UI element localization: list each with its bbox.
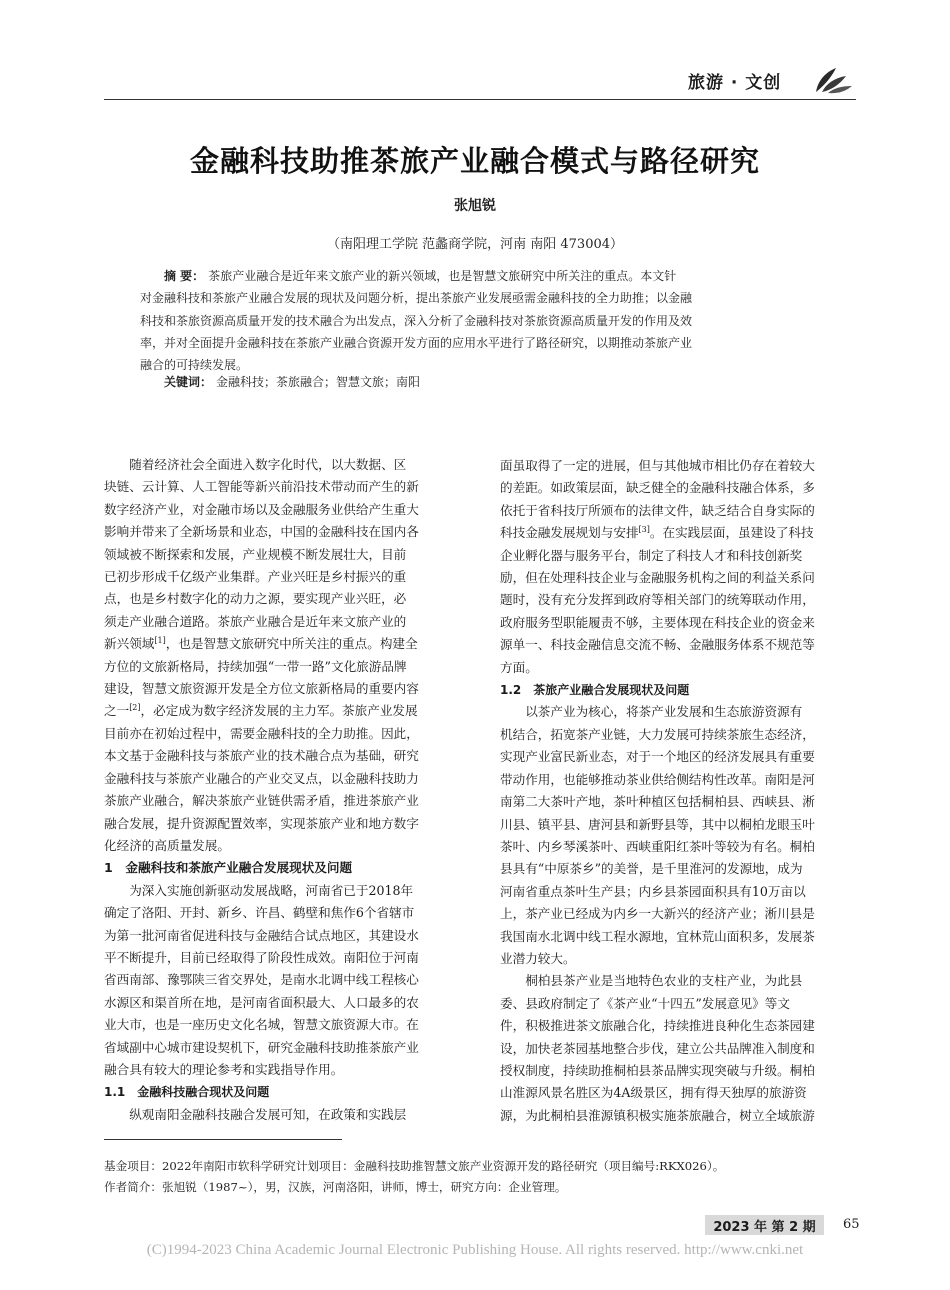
keywords-text: 金融科技；茶旅融合；智慧文旅；南阳 (216, 375, 421, 389)
citation-ref: [2] (129, 703, 141, 713)
body-line: 件，积极推进茶文旅融合化，持续推进良种化生态茶园建 (500, 1018, 815, 1034)
body-line: 川县、镇平县、唐河县和新野县等，其中以桐柏龙眼玉叶 (500, 816, 815, 832)
body-line: 科技金融发展规划与安排[3]。在实践层面，虽建设了科技 (500, 525, 814, 541)
abstract-line: 融合的可持续发展。 (140, 358, 249, 373)
body-line: 茶叶、内乡琴溪茶叶、西峡重阳红茶叶等较为有名。桐柏 (500, 838, 815, 854)
body-line: 省西南部、豫鄂陕三省交界处，是南水北调中线工程核心 (104, 972, 419, 988)
section-heading: 1.2 茶旅产业融合发展现状及问题 (500, 683, 690, 698)
body-line: 委、县政府制定了《茶产业“十四五”发展意见》等文 (500, 995, 790, 1011)
article-title: 金融科技助推茶旅产业融合模式与路径研究 (189, 144, 760, 178)
body-line: 块链、云计算、人工智能等新兴前沿技术带动而产生的新 (104, 479, 419, 495)
body-line: 新兴领域[1]，也是智慧文旅研究中所关注的重点。构建全 (104, 636, 418, 652)
body-line: 之一[2]，必定成为数字经济发展的主力军。茶旅产业发展 (104, 703, 418, 719)
footnote-author-bio: 作者简介：张旭锐（1987~），男，汉族，河南洛阳，讲师，博士，研究方向：企业管理。 (104, 1180, 567, 1194)
body-line: 随着经济社会全面进入数字化时代，以大数据、区 (104, 457, 407, 472)
abstract-label: 摘 要： (164, 269, 205, 283)
body-line: 桐柏县茶产业是当地特色农业的支柱产业，为此县 (500, 973, 803, 989)
body-line: 题时，没有充分发挥到政府等相关部门的统筹联动作用， (500, 592, 815, 608)
body-line: 面虽取得了一定的进展，但与其他城市相比仍存在着较大 (500, 458, 815, 473)
body-line: 纵观南阳金融科技融合发展可知，在政策和实践层 (104, 1106, 407, 1122)
body-line: 建设，智慧文旅资源开发是全方位文旅新格局的重要内容 (104, 681, 419, 697)
body-line: 授权制度，持续助推桐柏县茶品牌实现突破与升级。桐柏 (500, 1062, 815, 1078)
body-line: 政府服务型职能履责不够，主要体现在科技企业的资金来 (500, 614, 815, 630)
body-line: 融合发展，提升资源配置效率，实现茶旅产业和地方数字 (104, 815, 419, 831)
body-line: 设，加快老茶园基地整合步伐，建立公共品牌准入制度和 (500, 1040, 815, 1056)
body-line: 为深入实施创新驱动发展战略，河南省已于2018年 (104, 882, 414, 898)
body-line: 我国南水北调中线工程水源地，宜林荒山面积多，发展茶 (500, 928, 815, 944)
body-line: 本文基于金融科技与茶旅产业的技术融合点为基础，研究 (104, 748, 419, 764)
body-line: 融合具有较大的理论参考和实践指导作用。 (104, 1061, 344, 1077)
abstract-line: 率，并对全面提升金融科技在茶旅产业融合资源开发方面的应用水平进行了路径研究，以期推动茶旅产业 (140, 335, 693, 350)
body-line: 化经济的高质量发展。 (104, 837, 230, 853)
body-line: 数字经济产业，对金融市场以及金融服务业供给产生重大 (104, 501, 419, 517)
body-left-column (104, 454, 466, 1126)
body-line: 茶旅产业融合，解决茶旅产业链供需矛盾，推进茶旅产业 (104, 793, 419, 809)
abstract (140, 265, 820, 376)
body-line: 为第一批河南省促进科技与金融结合试点地区，其建设水 (104, 927, 419, 943)
body-line: 实现产业富民新业态，对于一个地区的经济发展具有重要 (500, 749, 815, 765)
footnote-fund: 基金项目：2022年南阳市软科学研究计划项目：金融科技助推智慧文旅产业资源开发的路径研究（项目编号:RKX026）。 (104, 1159, 725, 1173)
body-line: 水源区和渠首所在地，是河南省面积最大、人口最多的农 (104, 994, 419, 1010)
affiliation: （南阳理工学院 范蠡商学院，河南 南阳 473004） (326, 237, 624, 252)
section-heading: 1 金融科技和茶旅产业融合发展现状及问题 (104, 860, 353, 876)
copyright-watermark: (C)1994-2023 China Academic Journal Electronic Publishing House. All rights reserved. http://www.cnki.net (146, 1242, 804, 1258)
body-line: 源单一、科技金融信息交流不畅、金融服务体系不规范等 (500, 637, 815, 653)
body-line: 上，茶产业已经成为内乡一大新兴的经济产业；淅川县是 (500, 906, 815, 922)
issue-badge: 2023 年 第 2 期 (705, 1215, 824, 1235)
body-line: 机结合，拓宽茶产业链，大力发展可持续茶旅生态经济， (500, 726, 815, 742)
body-line: 依托于省科技厅所颁布的法律文件，缺乏结合自身实际的 (500, 502, 815, 518)
citation-ref: [1] (154, 636, 166, 646)
body-line: 河南省重点茶叶生产县；内乡县茶园面积具有10万亩以 (500, 883, 806, 899)
body-line: 平不断提升，目前已经取得了阶段性成效。南阳位于河南 (104, 949, 419, 965)
body-line: 企业孵化器与服务平台，制定了科技人才和科技创新奖 (500, 547, 803, 563)
body-line: 带动作用，也能够推动茶业供给侧结构性改革。南阳是河 (500, 771, 815, 787)
keywords-label: 关键词： (164, 375, 213, 389)
abstract-line: 科技和茶旅资源高质量开发的技术融合为出发点，深入分析了金融科技对茶旅资源高质量开发的作用及效 (140, 313, 693, 328)
page-number: 65 (843, 1217, 860, 1232)
body-right-column (500, 455, 862, 1127)
body-line: 已初步形成千亿级产业集群。产业兴旺是乡村振兴的重 (104, 569, 407, 585)
citation-ref: [3] (638, 525, 650, 535)
body-line: 确定了洛阳、开封、新乡、许昌、鹤壁和焦作6个省辖市 (104, 905, 415, 921)
body-line: 目前亦在初始过程中，需要金融科技的全力助推。因此， (104, 725, 419, 741)
body-line: 南第二大茶叶产地，茶叶种植区包括桐柏县、西峡县、淅 (500, 794, 815, 810)
body-line: 须走产业融合道路。茶旅产业融合是近年来文旅产业的 (104, 613, 407, 629)
body-line: 金融科技与茶旅产业融合的产业交叉点，以金融科技助力 (104, 770, 419, 786)
body-line: 省域副中心城市建设契机下，研究金融科技助推茶旅产业 (104, 1039, 419, 1055)
body-line: 方面。 (500, 659, 538, 675)
body-line: 领域被不断探索和发展，产业规模不断发展壮大，目前 (104, 546, 407, 562)
header-rule (104, 99, 856, 100)
body-line: 的差距。如政策层面，缺乏健全的金融科技融合体系，多 (500, 480, 815, 496)
body-line: 县具有“中原茶乡”的美誉，是千里淮河的发源地，成为 (500, 861, 803, 877)
body-line: 业大市，也是一座历史文化名城，智慧文旅资源大市。在 (104, 1017, 419, 1033)
body-line: 励，但在处理科技企业与金融服务机构之间的利益关系问 (500, 570, 815, 586)
body-line: 业潜力较大。 (500, 950, 576, 966)
section-label: 旅游 · 文创 (688, 73, 782, 93)
leaf-logo-icon (812, 64, 854, 94)
keywords (164, 373, 420, 390)
footnote-rule (104, 1139, 342, 1140)
abstract-line: 摘 要： 茶旅产业融合是近年来文旅产业的新兴领域，也是智慧文旅研究中所关注的重点。本文针 (164, 269, 677, 283)
abstract-line: 对金融科技和茶旅产业融合发展的现状及问题分析，提出茶旅产业发展亟需金融科技的全力助推；以金融 (140, 291, 693, 306)
body-line: 点，也是乡村数字化的动力之源，要实现产业兴旺，必 (104, 591, 407, 607)
body-line: 影响并带来了全新场景和业态，中国的金融科技在国内各 (104, 524, 419, 540)
body-line: 以茶产业为核心，将茶产业发展和生态旅游资源有 (500, 704, 803, 720)
body-line: 山淮源风景名胜区为4A级景区，拥有得天独厚的旅游资 (500, 1085, 807, 1101)
author-name: 张旭锐 (454, 198, 496, 214)
body-line: 方位的文旅新格局，持续加强“一带一路”文化旅游品牌 (104, 658, 407, 674)
body-line: 源，为此桐柏县淮源镇积极实施茶旅融合，树立全域旅游 (500, 1107, 815, 1123)
section-heading: 1.1 金融科技融合现状及问题 (104, 1085, 270, 1100)
